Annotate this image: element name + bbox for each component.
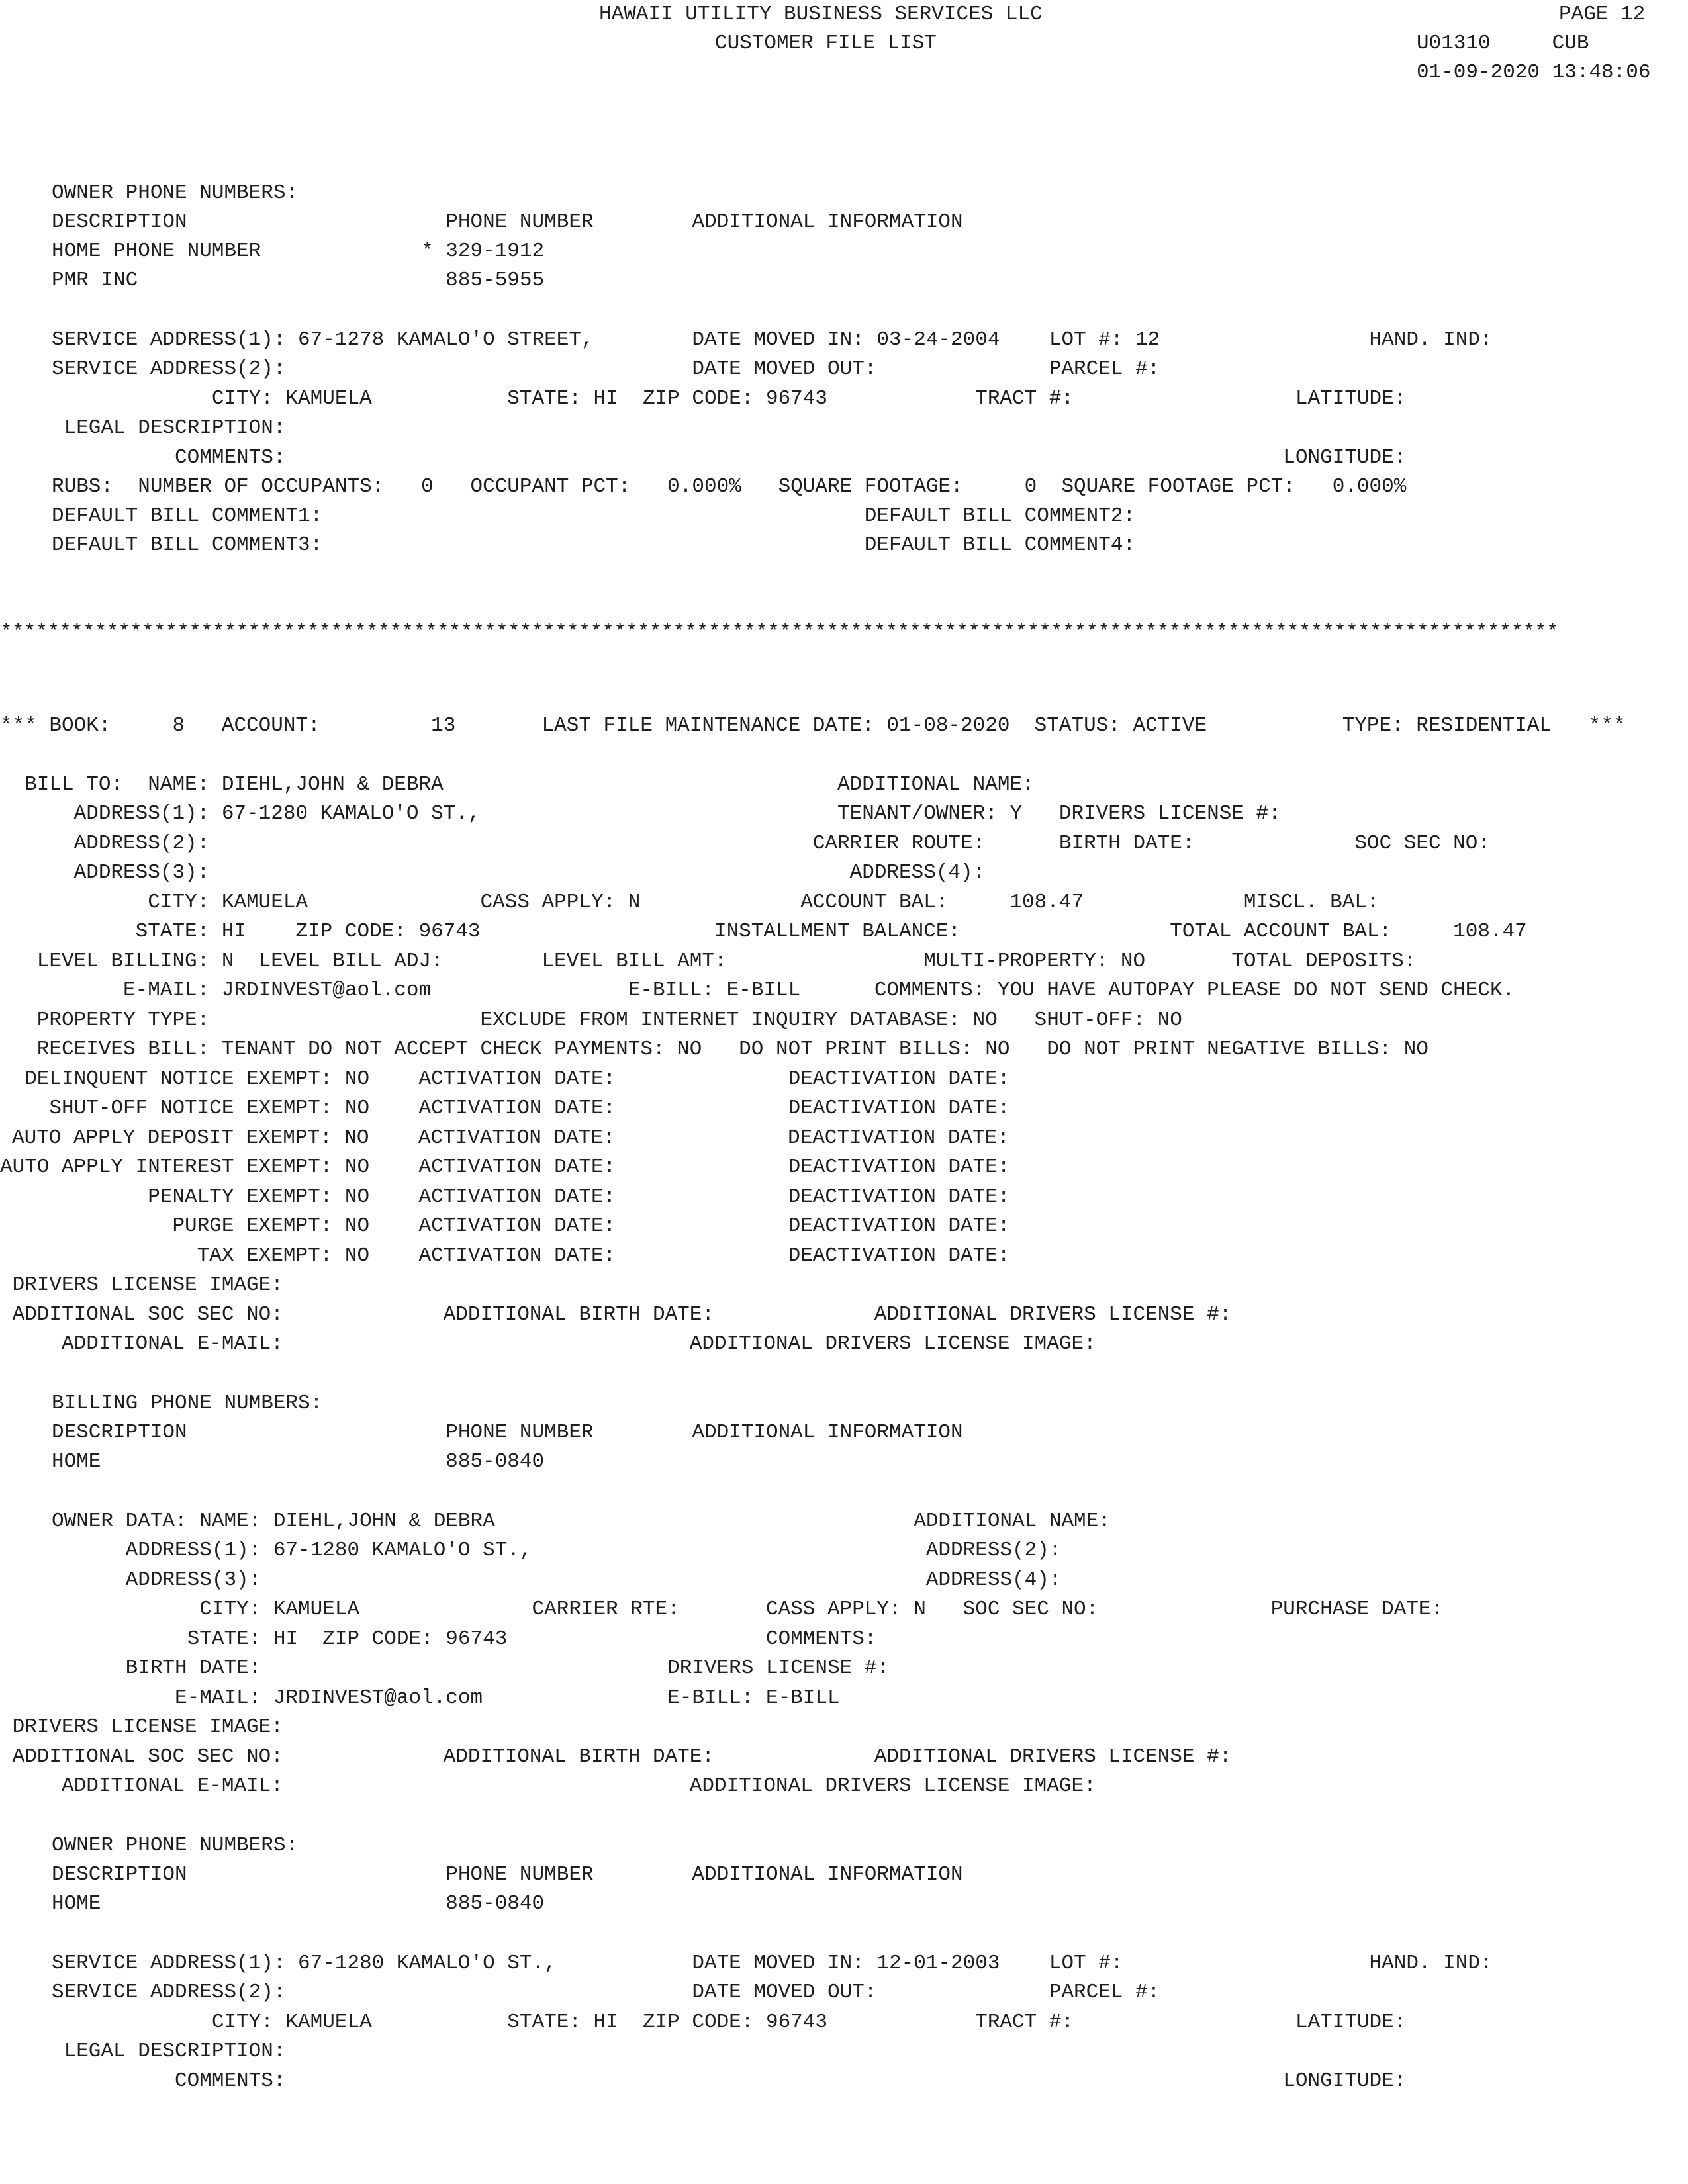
owner-state: STATE: HI ZIP CODE: 96743 COMMENTS:	[52, 1627, 877, 1651]
account-header: *** BOOK: 8 ACCOUNT: 13 LAST FILE MAINTENANCE DATE: 01-08-2020 STATUS: ACTIVE TYPE: RESIDENTIAL ***	[0, 714, 1626, 737]
page-number: PAGE 12	[1559, 3, 1646, 26]
service-address-2: SERVICE ADDRESS(2): DATE MOVED OUT: PARCEL #:	[52, 357, 1160, 381]
drivers-license-image: DRIVERS LICENSE IMAGE:	[0, 1273, 283, 1297]
property-type: PROPERTY TYPE: EXCLUDE FROM INTERNET INQUIRY DATABASE: NO SHUT-OFF: NO	[0, 1009, 1182, 1032]
bill-to-address-1: ADDRESS(1): 67-1280 KAMALO'O ST., TENANT/OWNER: Y DRIVERS LICENSE #:	[0, 802, 1281, 825]
record-separator: ************************************************************************************************************************************	[0, 622, 1558, 643]
company-name: HAWAII UTILITY BUSINESS SERVICES LLC	[599, 3, 1043, 26]
owner-phones-header-2: OWNER PHONE NUMBERS:	[52, 1834, 299, 1857]
owner-phones-columns: DESCRIPTION PHONE NUMBER ADDITIONAL INFORMATION	[52, 210, 963, 234]
owner-address-1: ADDRESS(1): 67-1280 KAMALO'O ST., ADDRESS(2):	[52, 1539, 1062, 1562]
service-address-2-b: SERVICE ADDRESS(2): DATE MOVED OUT: PARCEL #:	[52, 1981, 1160, 2004]
exempt-interest: AUTO APPLY INTEREST EXEMPT: NO ACTIVATION DATE: DEACTIVATION DATE:	[0, 1156, 1010, 1179]
billing-phone-row: HOME 885-0840	[52, 1450, 545, 1473]
legal-description-b: LEGAL DESCRIPTION:	[52, 2040, 286, 2063]
owner-email: E-MAIL: JRDINVEST@aol.com E-BILL: E-BILL	[52, 1686, 840, 1709]
owner-phones-columns-2: DESCRIPTION PHONE NUMBER ADDITIONAL INFORMATION	[52, 1863, 963, 1886]
legal-description: LEGAL DESCRIPTION:	[52, 416, 286, 439]
level-billing: LEVEL BILLING: N LEVEL BILL ADJ: LEVEL BILL AMT: MULTI-PROPERTY: NO TOTAL DEPOSITS:	[0, 950, 1417, 973]
owner-data-name: OWNER DATA: NAME: DIEHL,JOHN & DEBRA ADDITIONAL NAME:	[52, 1510, 1111, 1533]
report-datetime: 01-09-2020 13:48:06	[1417, 61, 1651, 84]
service-city-b: CITY: KAMUELA STATE: HI ZIP CODE: 96743 TRACT #: LATITUDE:	[52, 2011, 1407, 2034]
owner-address-3: ADDRESS(3): ADDRESS(4):	[52, 1569, 1062, 1592]
exempt-penalty: PENALTY EXEMPT: NO ACTIVATION DATE: DEACTIVATION DATE:	[0, 1185, 1010, 1208]
bill-to-state: STATE: HI ZIP CODE: 96743 INSTALLMENT BALANCE: TOTAL ACCOUNT BAL: 108.47	[0, 920, 1527, 943]
receives-bill: RECEIVES BILL: TENANT DO NOT ACCEPT CHECK PAYMENTS: NO DO NOT PRINT BILLS: NO DO NOT PRINT NEGATIVE BILLS: NO	[0, 1038, 1429, 1061]
owner-additional-email: ADDITIONAL E-MAIL: ADDITIONAL DRIVERS LICENSE IMAGE:	[0, 1774, 1096, 1797]
default-bill-comment-1-2: DEFAULT BILL COMMENT1: DEFAULT BILL COMMENT2:	[52, 504, 1136, 527]
owner-drivers-license-image: DRIVERS LICENSE IMAGE:	[0, 1715, 283, 1739]
bill-to-address-3: ADDRESS(3): ADDRESS(4):	[0, 861, 986, 884]
owner-additional-soc-sec: ADDITIONAL SOC SEC NO: ADDITIONAL BIRTH DATE: ADDITIONAL DRIVERS LICENSE #:	[0, 1745, 1232, 1768]
owner-phone-row: PMR INC 885-5955	[52, 269, 545, 292]
default-bill-comment-3-4: DEFAULT BILL COMMENT3: DEFAULT BILL COMMENT4:	[52, 533, 1136, 557]
report-id: U01310 CUB	[1417, 32, 1589, 55]
owner-phone-row-2: HOME 885-0840	[52, 1892, 545, 1915]
service-comments: COMMENTS: LONGITUDE:	[52, 446, 1407, 469]
exempt-delinquent: DELINQUENT NOTICE EXEMPT: NO ACTIVATION DATE: DEACTIVATION DATE:	[0, 1068, 1010, 1091]
email-line: E-MAIL: JRDINVEST@aol.com E-BILL: E-BILL COMMENTS: YOU HAVE AUTOPAY PLEASE DO NOT SEND CHECK.	[0, 979, 1515, 1002]
service-address-1-b: SERVICE ADDRESS(1): 67-1280 KAMALO'O ST., DATE MOVED IN: 12-01-2003 LOT #: HAND. IND:	[52, 1952, 1493, 1975]
service-address-1: SERVICE ADDRESS(1): 67-1278 KAMALO'O STREET, DATE MOVED IN: 03-24-2004 LOT #: 12 HAND. IND:	[52, 328, 1493, 351]
bill-to-name: BILL TO: NAME: DIEHL,JOHN & DEBRA ADDITIONAL NAME:	[0, 773, 1035, 796]
bill-to-city: CITY: KAMUELA CASS APPLY: N ACCOUNT BAL: 108.47 MISCL. BAL:	[0, 891, 1380, 914]
report-title: CUSTOMER FILE LIST	[715, 32, 937, 55]
additional-soc-sec: ADDITIONAL SOC SEC NO: ADDITIONAL BIRTH DATE: ADDITIONAL DRIVERS LICENSE #:	[0, 1303, 1232, 1326]
owner-phone-row: HOME PHONE NUMBER * 329-1912	[52, 240, 545, 263]
additional-email: ADDITIONAL E-MAIL: ADDITIONAL DRIVERS LICENSE IMAGE:	[0, 1332, 1096, 1355]
exempt-deposit: AUTO APPLY DEPOSIT EXEMPT: NO ACTIVATION DATE: DEACTIVATION DATE:	[12, 1126, 1009, 1150]
exempt-shutoff: SHUT-OFF NOTICE EXEMPT: NO ACTIVATION DATE: DEACTIVATION DATE:	[0, 1097, 1010, 1120]
owner-phones-header: OWNER PHONE NUMBERS:	[52, 181, 299, 205]
rubs-line: RUBS: NUMBER OF OCCUPANTS: 0 OCCUPANT PCT: 0.000% SQUARE FOOTAGE: 0 SQUARE FOOTAGE PCT: 0.000%	[52, 475, 1407, 498]
service-city: CITY: KAMUELA STATE: HI ZIP CODE: 96743 TRACT #: LATITUDE:	[52, 387, 1407, 410]
billing-phones-columns: DESCRIPTION PHONE NUMBER ADDITIONAL INFORMATION	[52, 1421, 963, 1444]
exempt-tax: TAX EXEMPT: NO ACTIVATION DATE: DEACTIVATION DATE:	[0, 1244, 1010, 1267]
exempt-purge: PURGE EXEMPT: NO ACTIVATION DATE: DEACTIVATION DATE:	[0, 1214, 1010, 1238]
service-comments-b: COMMENTS: LONGITUDE:	[52, 2070, 1407, 2093]
owner-city: CITY: KAMUELA CARRIER RTE: CASS APPLY: N SOC SEC NO: PURCHASE DATE:	[52, 1598, 1444, 1621]
owner-birth-date: BIRTH DATE: DRIVERS LICENSE #:	[52, 1657, 890, 1680]
bill-to-address-2: ADDRESS(2): CARRIER ROUTE: BIRTH DATE: SOC SEC NO:	[0, 832, 1490, 855]
billing-phones-header: BILLING PHONE NUMBERS:	[52, 1392, 323, 1415]
